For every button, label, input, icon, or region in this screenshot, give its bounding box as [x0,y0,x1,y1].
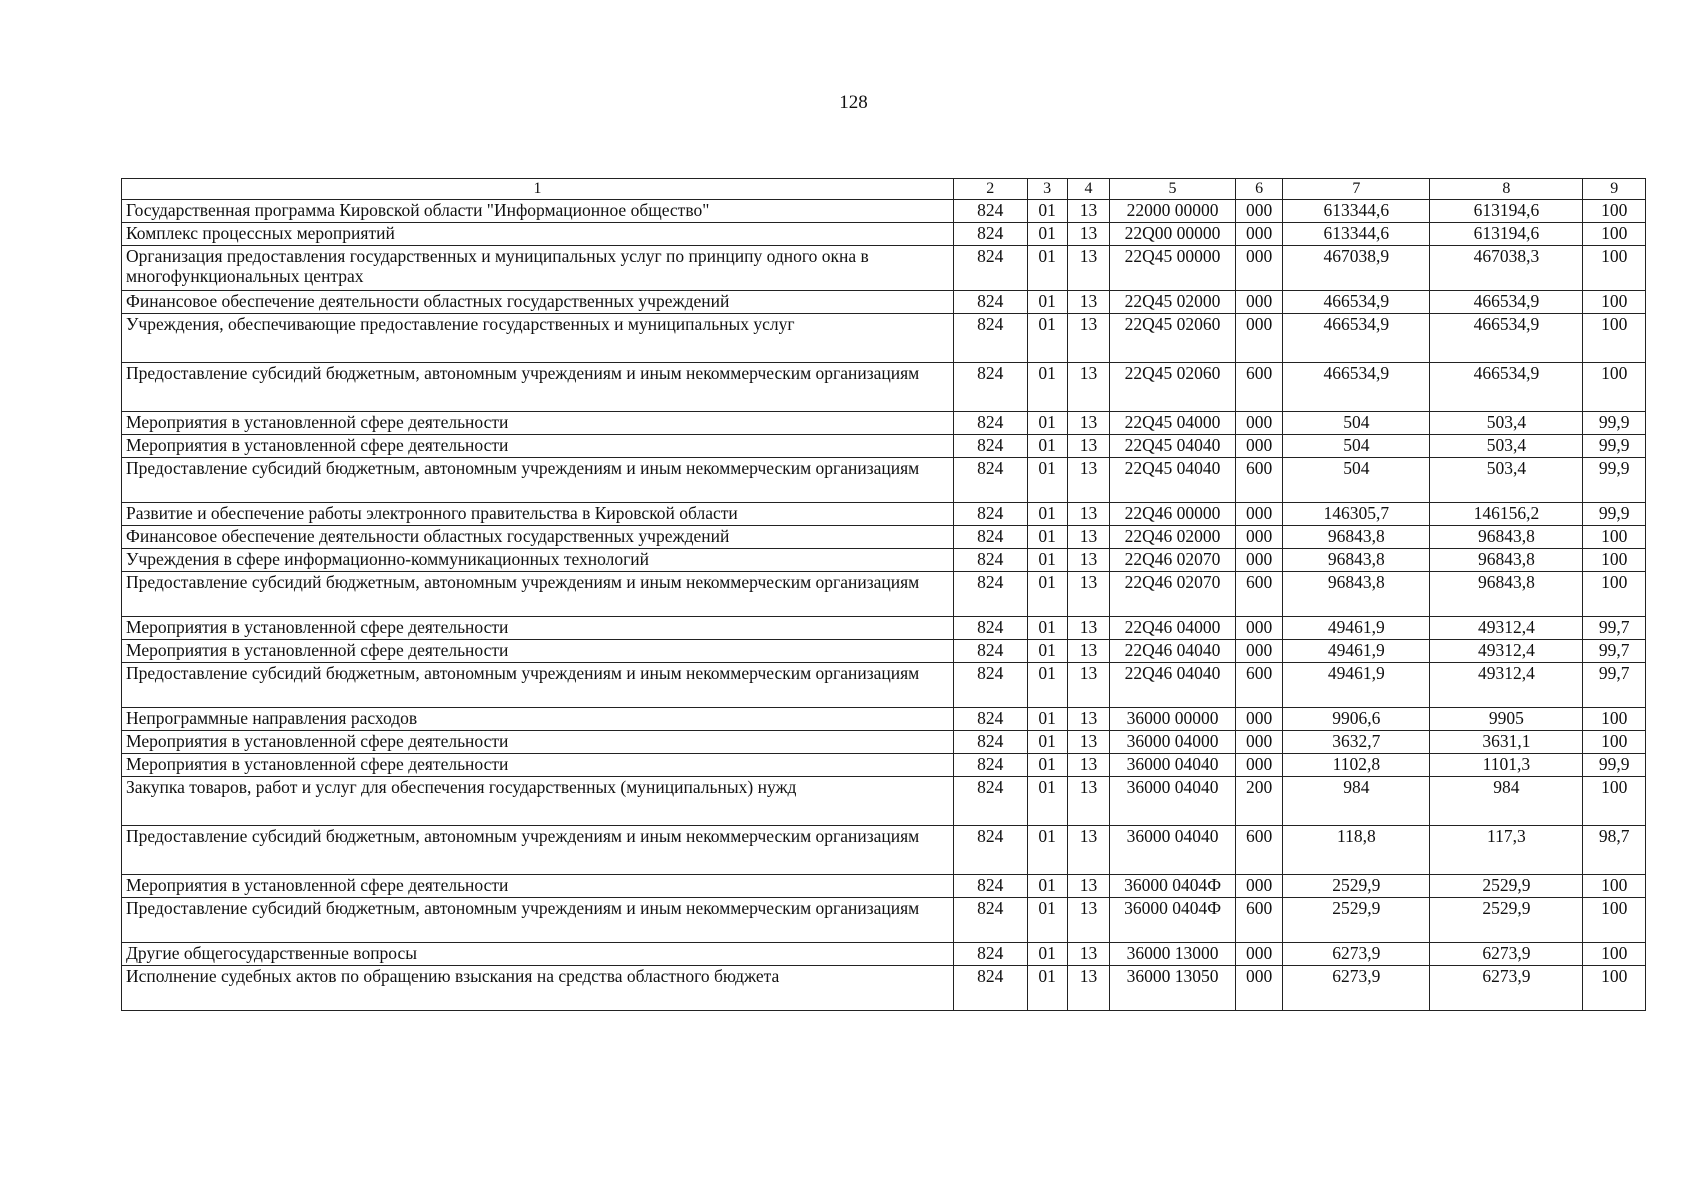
cell-gov-code: 824 [954,314,1028,363]
cell-name: Мероприятия в установленной сфере деятельности [122,875,954,898]
cell-gov-code: 824 [954,966,1028,1011]
cell-executed-amount: 96843,8 [1430,572,1583,617]
cell-planned-amount: 96843,8 [1283,572,1430,617]
cell-name: Финансовое обеспечение деятельности областных государственных учреждений [122,291,954,314]
cell-name: Учреждения в сфере информационно-коммуникационных технологий [122,549,954,572]
cell-subsection: 13 [1067,754,1109,777]
cell-executed-amount: 3631,1 [1430,731,1583,754]
cell-percent: 99,9 [1583,503,1646,526]
cell-expense-type: 000 [1236,617,1283,640]
cell-gov-code: 824 [954,363,1028,412]
column-header: 6 [1236,179,1283,200]
cell-name: Предоставление субсидий бюджетным, автономным учреждениям и иным некоммерческим организациям [122,363,954,412]
cell-planned-amount: 467038,9 [1283,246,1430,291]
table-row [122,291,1646,314]
cell-subsection: 13 [1067,291,1109,314]
cell-target-article: 22Q45 02060 [1110,314,1236,363]
cell-expense-type: 000 [1236,754,1283,777]
cell-planned-amount: 3632,7 [1283,731,1430,754]
cell-planned-amount: 466534,9 [1283,291,1430,314]
table-row [122,898,1646,943]
cell-expense-type: 000 [1236,291,1283,314]
cell-expense-type: 600 [1236,458,1283,503]
table-row [122,363,1646,412]
cell-expense-type: 600 [1236,898,1283,943]
cell-target-article: 22Q46 02070 [1110,549,1236,572]
cell-executed-amount: 1101,3 [1430,754,1583,777]
cell-executed-amount: 117,3 [1430,826,1583,875]
column-header: 8 [1430,179,1583,200]
cell-percent: 99,7 [1583,617,1646,640]
cell-target-article: 22Q45 02000 [1110,291,1236,314]
cell-executed-amount: 2529,9 [1430,898,1583,943]
cell-gov-code: 824 [954,503,1028,526]
cell-section: 01 [1027,200,1067,223]
cell-executed-amount: 146156,2 [1430,503,1583,526]
table-header-row [122,179,1646,200]
cell-name: Организация предоставления государственных и муниципальных услуг по принципу одного окна в многофункциональных центрах [122,246,954,291]
cell-section: 01 [1027,826,1067,875]
cell-expense-type: 600 [1236,572,1283,617]
page-number: 128 [839,92,868,113]
cell-planned-amount: 146305,7 [1283,503,1430,526]
cell-executed-amount: 6273,9 [1430,966,1583,1011]
cell-expense-type: 000 [1236,708,1283,731]
cell-subsection: 13 [1067,708,1109,731]
cell-executed-amount: 6273,9 [1430,943,1583,966]
cell-gov-code: 824 [954,291,1028,314]
cell-name: Закупка товаров, работ и услуг для обеспечения государственных (муниципальных) нужд [122,777,954,826]
cell-planned-amount: 96843,8 [1283,526,1430,549]
table-row [122,458,1646,503]
cell-section: 01 [1027,966,1067,1011]
table-row [122,617,1646,640]
table-row [122,435,1646,458]
cell-subsection: 13 [1067,223,1109,246]
cell-gov-code: 824 [954,246,1028,291]
cell-planned-amount: 613344,6 [1283,223,1430,246]
cell-percent: 99,7 [1583,663,1646,708]
cell-percent: 100 [1583,291,1646,314]
cell-subsection: 13 [1067,966,1109,1011]
table-row [122,708,1646,731]
cell-section: 01 [1027,731,1067,754]
table-row [122,943,1646,966]
cell-target-article: 36000 13050 [1110,966,1236,1011]
cell-target-article: 22Q46 00000 [1110,503,1236,526]
cell-name: Развитие и обеспечение работы электронного правительства в Кировской области [122,503,954,526]
cell-gov-code: 824 [954,549,1028,572]
cell-target-article: 22Q46 04040 [1110,663,1236,708]
cell-subsection: 13 [1067,731,1109,754]
cell-planned-amount: 1102,8 [1283,754,1430,777]
cell-executed-amount: 96843,8 [1430,549,1583,572]
column-header: 7 [1283,179,1430,200]
cell-target-article: 36000 04040 [1110,777,1236,826]
cell-subsection: 13 [1067,777,1109,826]
cell-target-article: 36000 04040 [1110,754,1236,777]
cell-section: 01 [1027,754,1067,777]
cell-name: Мероприятия в установленной сфере деятельности [122,731,954,754]
cell-percent: 100 [1583,966,1646,1011]
cell-planned-amount: 118,8 [1283,826,1430,875]
cell-gov-code: 824 [954,875,1028,898]
cell-expense-type: 200 [1236,777,1283,826]
cell-name: Мероприятия в установленной сфере деятельности [122,435,954,458]
cell-gov-code: 824 [954,663,1028,708]
cell-executed-amount: 49312,4 [1430,617,1583,640]
cell-gov-code: 824 [954,731,1028,754]
cell-subsection: 13 [1067,640,1109,663]
column-header: 4 [1067,179,1109,200]
cell-planned-amount: 504 [1283,435,1430,458]
table-row [122,663,1646,708]
cell-name: Мероприятия в установленной сфере деятельности [122,640,954,663]
cell-subsection: 13 [1067,503,1109,526]
cell-planned-amount: 49461,9 [1283,640,1430,663]
table-row [122,731,1646,754]
cell-expense-type: 000 [1236,314,1283,363]
cell-name: Предоставление субсидий бюджетным, автономным учреждениям и иным некоммерческим организациям [122,663,954,708]
cell-subsection: 13 [1067,943,1109,966]
cell-executed-amount: 2529,9 [1430,875,1583,898]
cell-section: 01 [1027,363,1067,412]
cell-planned-amount: 2529,9 [1283,875,1430,898]
cell-percent: 100 [1583,526,1646,549]
cell-expense-type: 600 [1236,363,1283,412]
cell-name: Непрограммные направления расходов [122,708,954,731]
cell-executed-amount: 466534,9 [1430,314,1583,363]
table-row [122,640,1646,663]
cell-subsection: 13 [1067,435,1109,458]
cell-gov-code: 824 [954,640,1028,663]
cell-subsection: 13 [1067,898,1109,943]
cell-name: Другие общегосударственные вопросы [122,943,954,966]
cell-subsection: 13 [1067,246,1109,291]
cell-percent: 98,7 [1583,826,1646,875]
cell-section: 01 [1027,898,1067,943]
cell-planned-amount: 466534,9 [1283,314,1430,363]
cell-name: Комплекс процессных мероприятий [122,223,954,246]
cell-expense-type: 000 [1236,412,1283,435]
cell-expense-type: 000 [1236,435,1283,458]
cell-section: 01 [1027,291,1067,314]
cell-planned-amount: 613344,6 [1283,200,1430,223]
cell-planned-amount: 504 [1283,458,1430,503]
table-row [122,754,1646,777]
cell-name: Мероприятия в установленной сфере деятельности [122,754,954,777]
cell-target-article: 22Q45 04000 [1110,412,1236,435]
cell-gov-code: 824 [954,223,1028,246]
cell-target-article: 36000 00000 [1110,708,1236,731]
cell-planned-amount: 984 [1283,777,1430,826]
cell-expense-type: 000 [1236,223,1283,246]
column-header: 5 [1110,179,1236,200]
cell-percent: 100 [1583,223,1646,246]
cell-percent: 99,9 [1583,412,1646,435]
cell-percent: 99,9 [1583,754,1646,777]
table-row [122,826,1646,875]
cell-section: 01 [1027,314,1067,363]
cell-name: Исполнение судебных актов по обращению взыскания на средства областного бюджета [122,966,954,1011]
table-row [122,966,1646,1011]
cell-executed-amount: 503,4 [1430,435,1583,458]
table-row [122,875,1646,898]
cell-name: Предоставление субсидий бюджетным, автономным учреждениям и иным некоммерческим организациям [122,898,954,943]
cell-target-article: 22Q45 04040 [1110,435,1236,458]
cell-percent: 100 [1583,875,1646,898]
cell-percent: 100 [1583,549,1646,572]
cell-name: Мероприятия в установленной сфере деятельности [122,412,954,435]
cell-subsection: 13 [1067,363,1109,412]
cell-percent: 100 [1583,777,1646,826]
cell-target-article: 22Q45 02060 [1110,363,1236,412]
cell-expense-type: 000 [1236,943,1283,966]
cell-section: 01 [1027,526,1067,549]
column-header: 2 [954,179,1028,200]
column-header: 1 [122,179,954,200]
cell-target-article: 22Q46 04000 [1110,617,1236,640]
cell-executed-amount: 49312,4 [1430,663,1583,708]
cell-planned-amount: 2529,9 [1283,898,1430,943]
cell-section: 01 [1027,617,1067,640]
cell-subsection: 13 [1067,826,1109,875]
cell-expense-type: 000 [1236,246,1283,291]
cell-section: 01 [1027,223,1067,246]
cell-planned-amount: 504 [1283,412,1430,435]
cell-gov-code: 824 [954,754,1028,777]
cell-executed-amount: 466534,9 [1430,291,1583,314]
cell-executed-amount: 613194,6 [1430,200,1583,223]
cell-executed-amount: 984 [1430,777,1583,826]
cell-expense-type: 000 [1236,549,1283,572]
cell-expense-type: 600 [1236,663,1283,708]
cell-planned-amount: 49461,9 [1283,663,1430,708]
cell-executed-amount: 49312,4 [1430,640,1583,663]
cell-gov-code: 824 [954,617,1028,640]
cell-planned-amount: 466534,9 [1283,363,1430,412]
cell-percent: 100 [1583,731,1646,754]
cell-percent: 100 [1583,200,1646,223]
cell-name: Государственная программа Кировской области "Информационное общество" [122,200,954,223]
cell-gov-code: 824 [954,200,1028,223]
table-row [122,223,1646,246]
cell-target-article: 22Q46 02000 [1110,526,1236,549]
cell-target-article: 22000 00000 [1110,200,1236,223]
table-row [122,503,1646,526]
cell-target-article: 36000 13000 [1110,943,1236,966]
table-row [122,314,1646,363]
cell-planned-amount: 96843,8 [1283,549,1430,572]
cell-percent: 100 [1583,246,1646,291]
cell-target-article: 22Q46 02070 [1110,572,1236,617]
cell-expense-type: 600 [1236,826,1283,875]
cell-expense-type: 000 [1236,731,1283,754]
cell-subsection: 13 [1067,617,1109,640]
cell-expense-type: 000 [1236,966,1283,1011]
budget-table [121,178,1646,1011]
cell-percent: 100 [1583,943,1646,966]
cell-gov-code: 824 [954,898,1028,943]
table-row [122,777,1646,826]
cell-section: 01 [1027,663,1067,708]
cell-executed-amount: 466534,9 [1430,363,1583,412]
cell-name: Мероприятия в установленной сфере деятельности [122,617,954,640]
cell-subsection: 13 [1067,875,1109,898]
cell-section: 01 [1027,777,1067,826]
cell-section: 01 [1027,943,1067,966]
cell-section: 01 [1027,246,1067,291]
cell-subsection: 13 [1067,572,1109,617]
cell-subsection: 13 [1067,314,1109,363]
cell-subsection: 13 [1067,663,1109,708]
cell-gov-code: 824 [954,826,1028,875]
cell-target-article: 22Q00 00000 [1110,223,1236,246]
cell-target-article: 22Q45 00000 [1110,246,1236,291]
cell-planned-amount: 9906,6 [1283,708,1430,731]
cell-section: 01 [1027,572,1067,617]
cell-expense-type: 000 [1236,526,1283,549]
cell-expense-type: 000 [1236,640,1283,663]
cell-target-article: 36000 04040 [1110,826,1236,875]
cell-target-article: 36000 0404Ф [1110,898,1236,943]
cell-planned-amount: 6273,9 [1283,943,1430,966]
cell-expense-type: 000 [1236,200,1283,223]
cell-gov-code: 824 [954,435,1028,458]
cell-percent: 99,9 [1583,435,1646,458]
cell-section: 01 [1027,412,1067,435]
cell-percent: 100 [1583,708,1646,731]
cell-executed-amount: 503,4 [1430,458,1583,503]
cell-name: Предоставление субсидий бюджетным, автономным учреждениям и иным некоммерческим организациям [122,572,954,617]
cell-name: Учреждения, обеспечивающие предоставление государственных и муниципальных услуг [122,314,954,363]
cell-section: 01 [1027,503,1067,526]
cell-gov-code: 824 [954,412,1028,435]
cell-executed-amount: 503,4 [1430,412,1583,435]
cell-section: 01 [1027,458,1067,503]
cell-target-article: 36000 0404Ф [1110,875,1236,898]
cell-percent: 100 [1583,572,1646,617]
cell-section: 01 [1027,875,1067,898]
cell-planned-amount: 49461,9 [1283,617,1430,640]
cell-percent: 99,7 [1583,640,1646,663]
cell-executed-amount: 613194,6 [1430,223,1583,246]
table-row [122,526,1646,549]
cell-target-article: 36000 04000 [1110,731,1236,754]
cell-section: 01 [1027,640,1067,663]
table-row [122,412,1646,435]
cell-subsection: 13 [1067,412,1109,435]
cell-percent: 100 [1583,898,1646,943]
table-row [122,246,1646,291]
cell-gov-code: 824 [954,943,1028,966]
cell-executed-amount: 467038,3 [1430,246,1583,291]
cell-target-article: 22Q46 04040 [1110,640,1236,663]
table-row [122,200,1646,223]
table-row [122,549,1646,572]
cell-section: 01 [1027,549,1067,572]
cell-percent: 100 [1583,363,1646,412]
cell-subsection: 13 [1067,200,1109,223]
cell-section: 01 [1027,435,1067,458]
column-header: 3 [1027,179,1067,200]
cell-name: Предоставление субсидий бюджетным, автономным учреждениям и иным некоммерческим организациям [122,458,954,503]
cell-subsection: 13 [1067,526,1109,549]
cell-gov-code: 824 [954,526,1028,549]
table-row [122,572,1646,617]
column-header: 9 [1583,179,1646,200]
cell-expense-type: 000 [1236,503,1283,526]
cell-section: 01 [1027,708,1067,731]
cell-percent: 100 [1583,314,1646,363]
cell-subsection: 13 [1067,458,1109,503]
cell-executed-amount: 96843,8 [1430,526,1583,549]
cell-percent: 99,9 [1583,458,1646,503]
cell-expense-type: 000 [1236,875,1283,898]
cell-gov-code: 824 [954,708,1028,731]
cell-planned-amount: 6273,9 [1283,966,1430,1011]
cell-subsection: 13 [1067,549,1109,572]
cell-gov-code: 824 [954,458,1028,503]
table-body [122,200,1646,1011]
cell-name: Предоставление субсидий бюджетным, автономным учреждениям и иным некоммерческим организациям [122,826,954,875]
cell-executed-amount: 9905 [1430,708,1583,731]
cell-gov-code: 824 [954,572,1028,617]
cell-name: Финансовое обеспечение деятельности областных государственных учреждений [122,526,954,549]
cell-gov-code: 824 [954,777,1028,826]
cell-target-article: 22Q45 04040 [1110,458,1236,503]
